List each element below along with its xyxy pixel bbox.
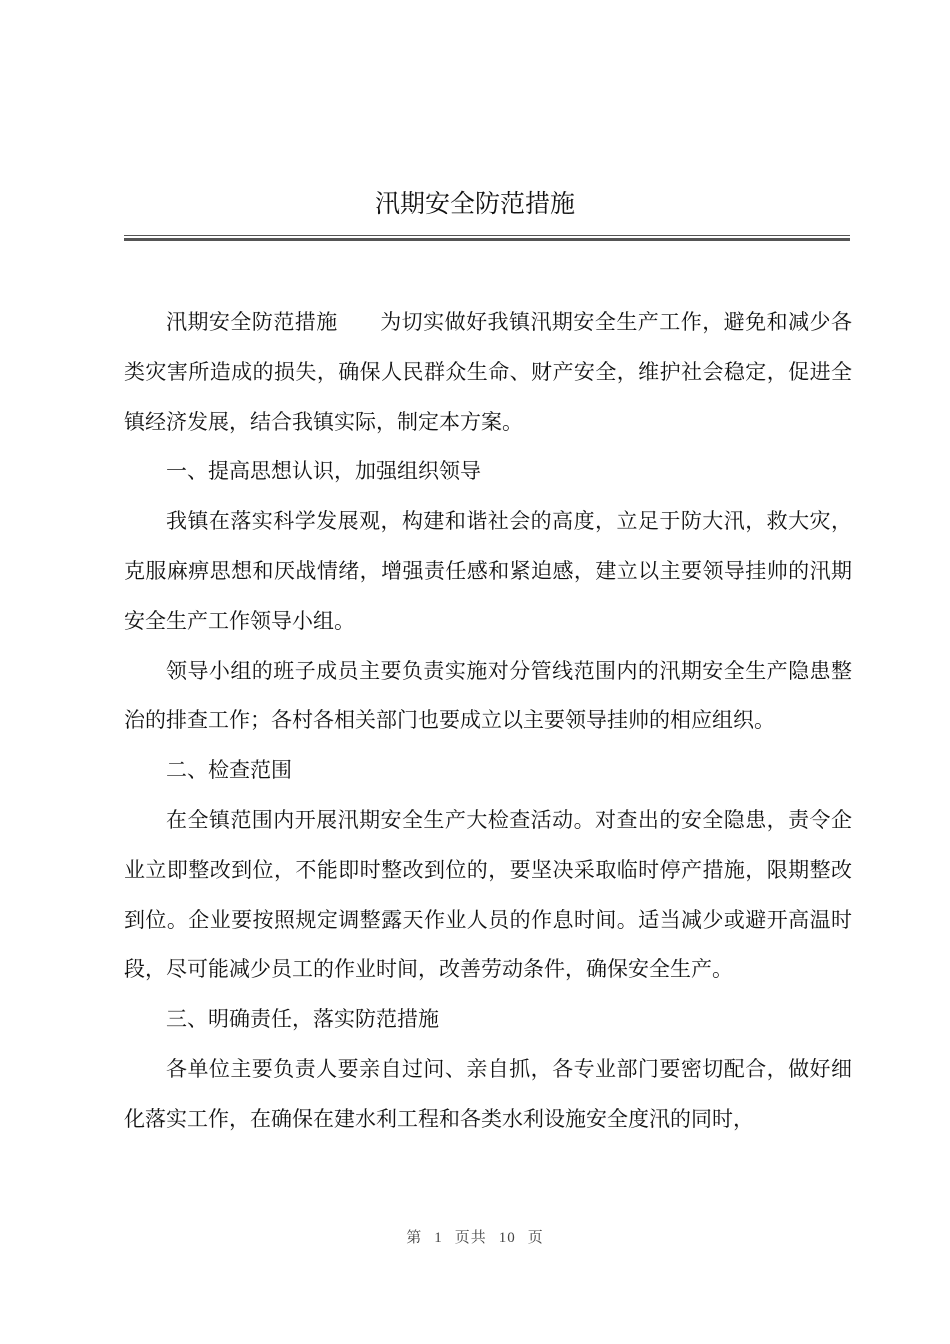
title-rule-thin — [124, 235, 850, 236]
lead-title: 汛期安全防范措施 — [166, 310, 338, 334]
page-number: 1 — [434, 1230, 443, 1246]
section-heading-1: 一、提高思想认识，加强组织领导 — [166, 459, 481, 484]
footer-prefix: 第 — [406, 1230, 423, 1246]
document-body — [124, 298, 852, 1145]
intro-paragraph — [124, 298, 852, 447]
section-heading-2: 二、检查范围 — [166, 758, 292, 783]
title-rule-thick — [124, 238, 850, 241]
body-paragraph: 各单位主要负责人要亲自过问、亲自抓，各专业部门要密切配合，做好细化落实工作，在确保在建水利工程和各类水利设施安全度汛的同时， — [124, 1056, 852, 1131]
body-paragraph: 我镇在落实科学发展观，构建和谐社会的高度，立足于防大汛，救大灾，克服麻痹思想和厌战情绪，增强责任感和紧迫感，建立以主要领导挂帅的汛期安全生产工作领导小组。 — [124, 509, 852, 633]
page-footer — [0, 1226, 950, 1247]
footer-suffix: 页 — [527, 1230, 544, 1246]
intro-text: 为切实做好我镇汛期安全生产工作，避免和减少各类灾害所造成的损失，确保人民群众生命、财产安全，维护社会稳定，促进全镇经济发展，结合我镇实际，制定本方案。 — [124, 310, 852, 434]
page-total: 10 — [498, 1230, 516, 1246]
body-paragraph: 在全镇范围内开展汛期安全生产大检查活动。对查出的安全隐患，责令企业立即整改到位，不能即时整改到位的，要坚决采取临时停产措施，限期整改到位。企业要按照规定调整露天作业人员的作息时间。适当减少或避开高温时段，尽可能减少员工的作业时间，改善劳动条件，确保安全生产。 — [124, 807, 852, 982]
body-paragraph: 领导小组的班子成员主要负责实施对分管线范围内的汛期安全生产隐患整治的排查工作；各村各相关部门也要成立以主要领导挂帅的相应组织。 — [124, 658, 852, 733]
footer-middle: 页共 — [454, 1230, 487, 1246]
document-title: 汛期安全防范措施 — [374, 189, 575, 218]
section-heading-3: 三、明确责任，落实防范措施 — [166, 1007, 439, 1032]
